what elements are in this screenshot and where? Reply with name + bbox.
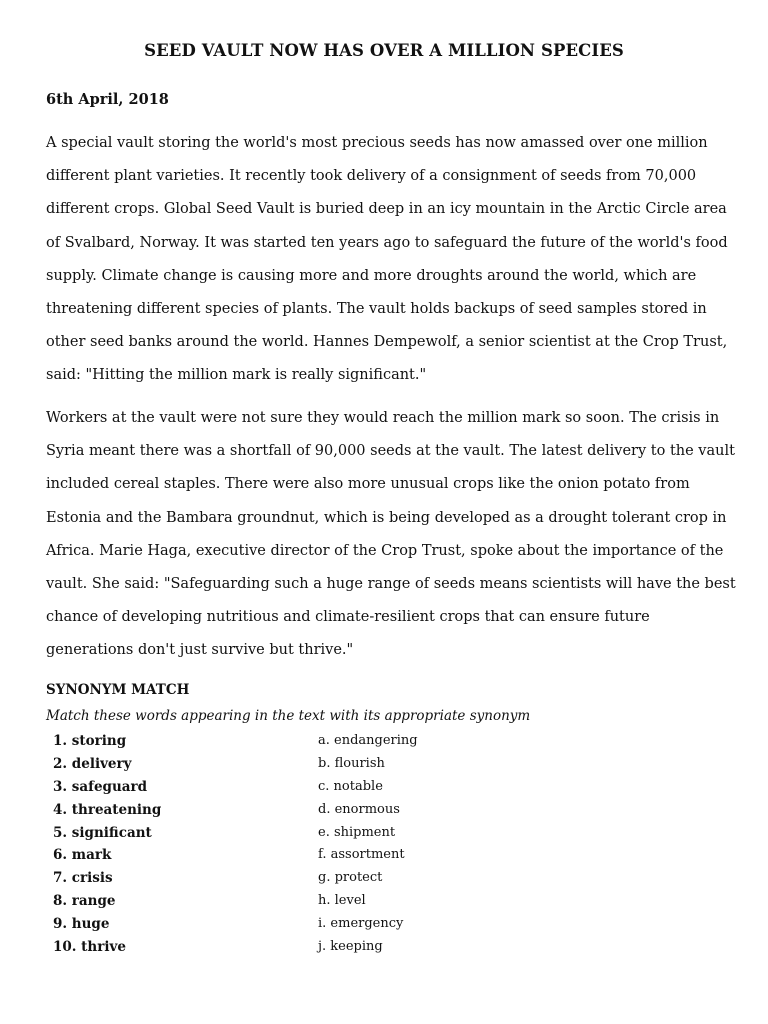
match-row	[53, 753, 513, 776]
match-synonym: j. keeping	[318, 939, 383, 955]
match-row	[53, 822, 513, 845]
article-paragraph-2: Workers at the vault were not sure they would reach the million mark so soon. The crisis in Syria meant there was a shortfall of 90,000 seeds at the vault. The latest delivery to the vault included cereal staples. There were also more unusual crops like the onion potato from Estonia and the Bambara groundnut, which is being developed as a drought tolerant crop in Africa. Marie Haga, executive director of the Crop Trust, spoke about the importance of the vault. She said: "Safeguarding such a huge range of seeds means scientists will have the best chance of developing nutritious and climate-resilient crops that can ensure future generations don't just survive but thrive."	[46, 410, 736, 659]
match-row	[53, 844, 513, 867]
match-row	[53, 867, 513, 890]
article-paragraph-1: A special vault storing the world's most precious seeds has now amassed over one million different plant varieties. It recently took delivery of a consignment of seeds from 70,000 different crops. Global Seed Vault is buried deep in an icy mountain in the Arctic Circle area of Svalbard, Norway. It was started ten years ago to safeguard the future of the world's food supply. Climate change is causing more and more droughts around the world, which are threatening different species of plants. The vault holds backups of seed samples stored in other seed banks around the world. Hannes Dempewolf, a senior scientist at the Crop Trust, said: "Hitting the million mark is really significant."	[46, 135, 728, 384]
match-synonym: b. flourish	[318, 755, 385, 771]
match-synonym: e. shipment	[318, 824, 396, 840]
synonym-match-list	[53, 730, 513, 959]
match-word: 8. range	[53, 893, 116, 910]
match-row	[53, 936, 513, 959]
match-word: 1. storing	[53, 733, 127, 749]
match-row	[53, 890, 513, 913]
match-row	[53, 730, 513, 753]
match-synonym: a. endangering	[318, 733, 418, 748]
match-word: 2. delivery	[53, 755, 132, 772]
match-synonym: f. assortment	[318, 847, 405, 863]
match-word: 5. significant	[53, 824, 152, 841]
match-word: 9. huge	[53, 916, 110, 933]
match-word: 7. crisis	[53, 870, 113, 887]
match-synonym: d. enormous	[318, 801, 400, 817]
match-synonym: g. protect	[318, 870, 383, 886]
article-date: 6th April, 2018	[46, 91, 169, 108]
synonym-match-heading: SYNONYM MATCH	[46, 682, 190, 698]
match-synonym: i. emergency	[318, 916, 404, 932]
match-word: 10. thrive	[53, 939, 126, 956]
match-row	[53, 799, 513, 822]
synonym-match-instructions: Match these words appearing in the text with its appropriate synonym	[46, 708, 531, 724]
match-synonym: h. level	[318, 893, 366, 909]
match-word: 4. threatening	[53, 801, 162, 818]
match-word: 3. safeguard	[53, 778, 148, 795]
match-synonym: c. notable	[318, 778, 383, 794]
article-title: SEED VAULT NOW HAS OVER A MILLION SPECIES	[144, 41, 624, 60]
match-word: 6. mark	[53, 847, 112, 864]
match-row	[53, 776, 513, 799]
match-row	[53, 913, 513, 936]
